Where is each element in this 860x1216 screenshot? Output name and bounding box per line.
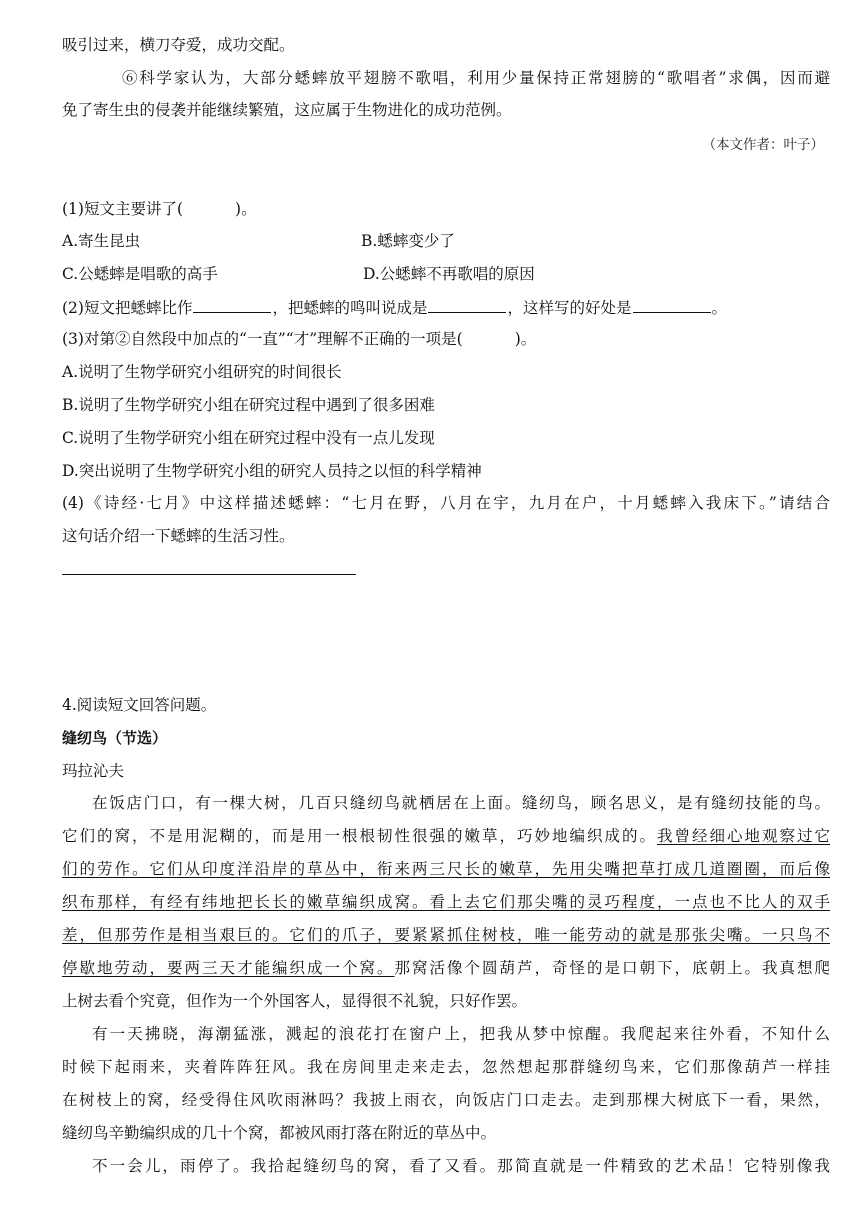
question-1-option-d: D.公蟋蟀不再歌唱的原因	[363, 265, 535, 283]
paragraph-1-line-3: 们的劳作。它们从印度洋沿岸的草丛中，衔来两三尺长的嫩草，先用尖嘴把草打成几道圈圈，而后像	[62, 860, 830, 878]
question-2-part-d: 。	[711, 299, 728, 317]
question-1-stem-text: (1)短文主要讲了(	[62, 200, 184, 218]
question-3-stem	[62, 328, 536, 350]
paragraph-1-line-1: 在饭店门口，有一棵大树，几百只缝纫鸟就栖居在上面。缝纫鸟，顾名思义，是有缝纫技能的鸟。	[92, 794, 830, 812]
paragraph-2-line-1: 有一天拂晓，海潮猛涨，溅起的浪花打在窗户上，把我从梦中惊醒。我爬起来往外看，不知什么	[92, 1025, 830, 1043]
question-1-stem	[62, 198, 257, 220]
question-3-option-d: D.突出说明了生物学研究小组的研究人员持之以恒的科学精神	[62, 462, 482, 480]
question-4-line-2: 这句话介绍一下蟋蟀的生活习性。	[62, 527, 295, 545]
paragraph-1-line-6	[62, 957, 830, 979]
passage-paragraph-6-line-2: 免了寄生虫的侵袭并能继续繁殖，这应属于生物进化的成功范例。	[62, 101, 512, 119]
question-2-part-c: ，这样写的好处是	[507, 299, 632, 317]
question-3-option-c: C.说明了生物学研究小组在研究过程中没有一点儿发现	[62, 429, 435, 447]
passage-line: 吸引过来，横刀夺爱，成功交配。	[62, 36, 295, 54]
paragraph-3-line-1: 不一会儿，雨停了。我拾起缝纫鸟的窝，看了又看。那简直就是一件精致的艺术品！它特别像我	[92, 1157, 830, 1175]
paragraph-2-line-2: 时候下起雨来，夹着阵阵狂风。我在房间里走来走去，忽然想起那群缝纫鸟来，它们那像葫芦一样挂	[62, 1058, 830, 1076]
paragraph-2-line-4: 缝纫鸟辛勤编织成的几十个窝，都被风雨打落在附近的草丛中。	[62, 1124, 497, 1142]
underlined-sentence-end: 停歇地劳动，要两三天才能编织成一个窝。	[62, 959, 395, 977]
question-1-option-c: C.公蟋蟀是唱歌的高手	[62, 265, 218, 283]
question-2-part-b: ，把蟋蟀的鸣叫说成是	[272, 299, 428, 317]
question-1-option-a: A.寄生昆虫	[62, 232, 141, 250]
answer-blank-1[interactable]	[193, 296, 271, 313]
paragraph-1-line-7: 上树去看个究竟，但作为一个外国客人，显得很不礼貌，只好作罢。	[62, 992, 528, 1010]
paragraph-1-line-4: 织布那样，有经有纬地把长长的嫩草编织成窝。看上去它们那尖嘴的灵巧程度，一点也不比人的双手	[62, 893, 830, 911]
passage-paragraph-6-line-1: ⑥科学家认为，大部分蟋蟀放平翅膀不歌唱，利用少量保持正常翅膀的“歌唱者”求偶，因而避	[122, 69, 830, 87]
paragraph-1-line-6-text: 那窝活像个圆葫芦，奇怪的是口朝下，底朝上。我真想爬	[394, 959, 830, 977]
underlined-sentence: 我曾经细心地观察过它	[656, 827, 830, 845]
question-2	[62, 296, 727, 319]
answer-blank-2[interactable]	[428, 296, 506, 313]
answer-blank-3[interactable]	[633, 296, 711, 313]
paragraph-1-line-2-text: 它们的窝，不是用泥糊的，而是用一根根韧性很强的嫩草，巧妙地编织成的。	[62, 827, 657, 845]
question-3-option-a: A.说明了生物学研究小组研究的时间很长	[62, 363, 342, 381]
question-1-stem-end: )。	[235, 200, 257, 218]
question-3-stem-text: (3)对第②自然段中加点的“一直”“才”理解不正确的一项是(	[62, 330, 463, 348]
question-1-option-b: B.蟋蟀变少了	[361, 232, 455, 250]
article-author: 玛拉沁夫	[62, 762, 125, 780]
passage-author: （本文作者：叶子）	[702, 137, 824, 153]
question-2-part-a: (2)短文把蟋蟀比作	[62, 299, 193, 317]
article-title: 缝纫鸟（节选）	[62, 729, 168, 747]
section-4-heading: 4.阅读短文回答问题。	[62, 696, 217, 714]
question-3-stem-end: )。	[514, 330, 537, 348]
question-3-option-b: B.说明了生物学研究小组在研究过程中遇到了很多困难	[62, 396, 435, 414]
paragraph-1-line-5: 差，但那劳作是相当艰巨的。它们的爪子，要紧紧抓住树枝，唯一能劳动的就是那张尖嘴。一只鸟不	[62, 926, 830, 944]
paragraph-1-line-2	[62, 825, 830, 847]
paragraph-2-line-3: 在树枝上的窝，经受得住风吹雨淋吗？我披上雨衣，向饭店门口走去。走到那棵大树底下一看，果然，	[62, 1091, 830, 1109]
question-4-line-1: (4)《诗经·七月》中这样描述蟋蟀：“七月在野，八月在宇，九月在户，十月蟋蟀入我床下。”请结合	[62, 494, 830, 512]
answer-line[interactable]	[62, 574, 356, 575]
